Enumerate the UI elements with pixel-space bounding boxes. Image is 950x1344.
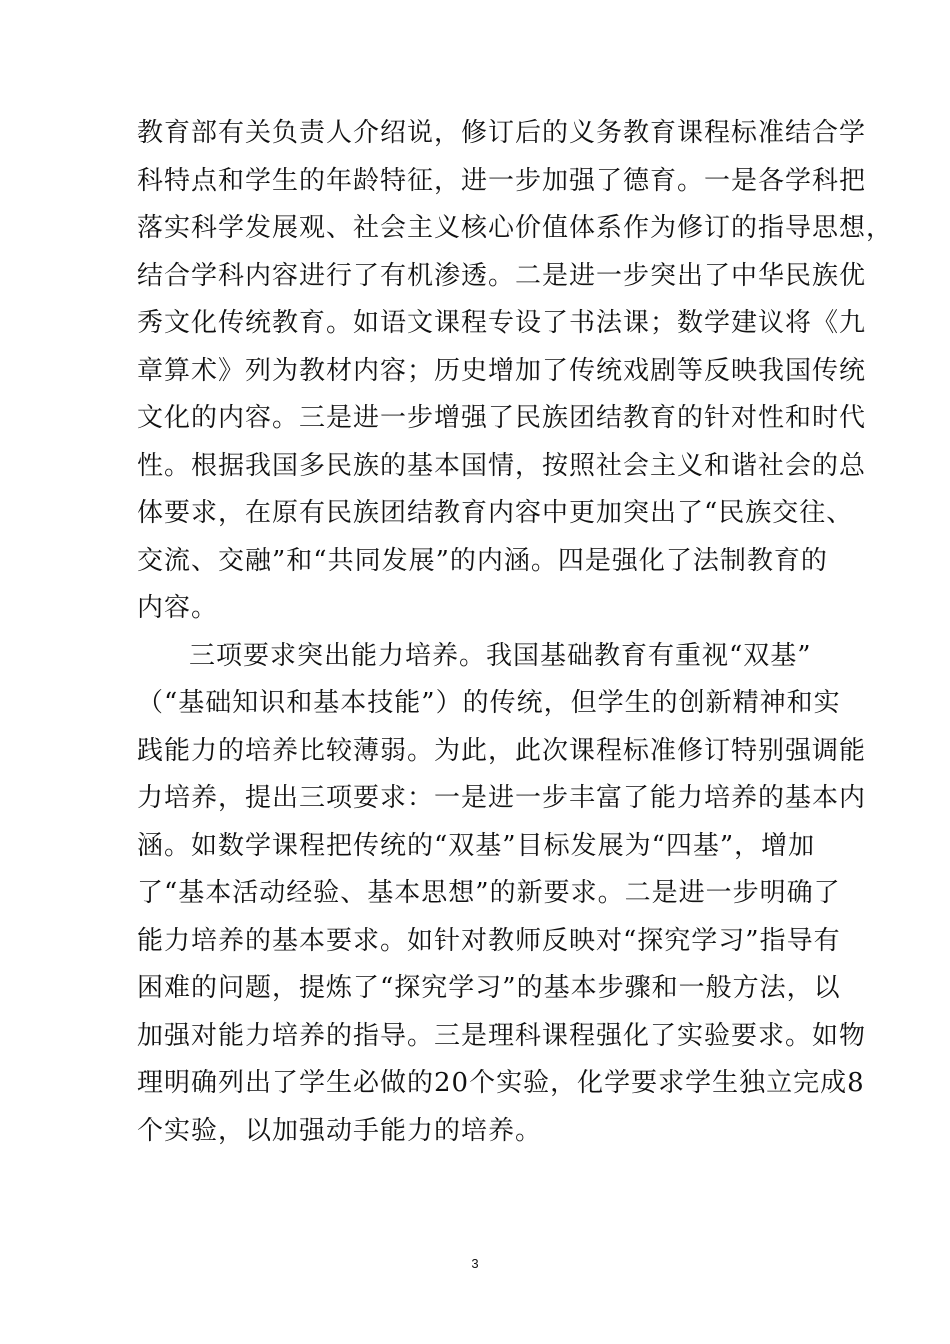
text-line: 了“基本活动经验、基本思想”的新要求。二是进一步明确了 (137, 878, 841, 908)
text-line: 理明确列出了学生必做的20个实验，化学要求学生独立完成8 (137, 1068, 865, 1098)
text-line: 教育部有关负责人介绍说，修订后的义务教育课程标准结合学 (137, 118, 867, 148)
text-line: 困难的问题，提炼了“探究学习”的基本步骤和一般方法，以 (137, 973, 841, 1003)
text-line: 加强对能力培养的指导。三是理科课程强化了实验要求。如物 (137, 1020, 867, 1051)
paragraph-ability-training (137, 633, 867, 1156)
text-line: 内容。 (137, 593, 219, 623)
paragraph-moral-education (137, 110, 894, 633)
text-line: 秀文化传统教育。如语文课程专设了书法课；数学建议将《九 (137, 308, 867, 338)
text-line: 交流、交融”和“共同发展”的内涵。四是强化了法制教育的 (137, 545, 828, 576)
text-line: 结合学科内容进行了有机渗透。二是进一步突出了中华民族优 (137, 260, 867, 291)
text-line: 个实验，以加强动手能力的培养。 (137, 1115, 543, 1146)
text-line: 性。根据我国多民族的基本国情，按照社会主义和谐社会的总 (137, 450, 867, 481)
text-line: 文化的内容。三是进一步增强了民族团结教育的针对性和时代 (137, 403, 867, 433)
text-line: 能力培养的基本要求。如针对教师反映对“探究学习”指导有 (137, 925, 841, 956)
page-number: 3 (471, 1256, 479, 1271)
text-line: 力培养，提出三项要求：一是进一步丰富了能力培养的基本内 (137, 783, 867, 813)
text-line: 践能力的培养比较薄弱。为此，此次课程标准修订特别强调能 (137, 735, 867, 766)
text-line: 章算术》列为教材内容；历史增加了传统戏剧等反映我国传统 (137, 355, 867, 386)
text-line: 涵。如数学课程把传统的“双基”目标发展为“四基”，增加 (137, 830, 816, 861)
text-line: 体要求，在原有民族团结教育内容中更加突出了“民族交往、 (137, 498, 854, 528)
text-line: 落实科学发展观、社会主义核心价值体系作为修订的指导思想， (137, 213, 894, 243)
text-line: 三项要求突出能力培养。我国基础教育有重视“双基” (189, 640, 812, 671)
text-line: 科特点和学生的年龄特征，进一步加强了德育。一是各学科把 (137, 165, 867, 196)
text-line: （“基础知识和基本技能”）的传统，但学生的创新精神和实 (137, 688, 841, 718)
document-body (137, 110, 894, 1155)
